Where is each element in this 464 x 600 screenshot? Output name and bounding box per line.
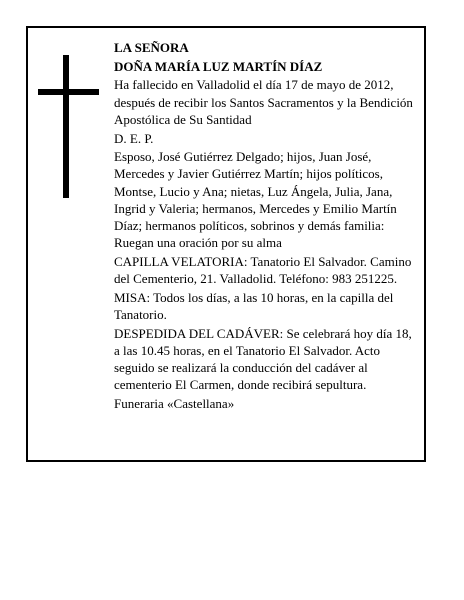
- deceased-name: DOÑA MARÍA LUZ MARTÍN DÍAZ: [114, 58, 323, 74]
- farewell-info: DESPEDIDA DEL CADÁVER: Se celebrará hoy día 18, a las 10.45 horas, en el Tanatorio El Salvador. Acto seguido se realizará la conducción del cadáver al cementerio El Carmen, donde recibirá sepultura.: [114, 325, 412, 393]
- cross-vertical-bar: [63, 55, 69, 198]
- family-list: Esposo, José Gutiérrez Delgado; hijos, Juan José, Mercedes y Javier Gutiérrez Martín; hijos políticos, Montse, Lucio y Ana; nietas, Luz Ángela, Julia, Jana, Ingrid y Valeria; hermanos, Mercedes y Emilio Martín Díaz; hermanos políticos, sobrinos y demás familia: Ruegan una oración por su alma: [114, 149, 397, 251]
- mass-info: MISA: Todos los días, a las 10 horas, en la capilla del Tanatorio.: [114, 289, 394, 323]
- notice-title: LA SEÑORA: [114, 40, 189, 55]
- chapel-info: CAPILLA VELATORIA: Tanatorio El Salvador. Camino del Cementerio, 21. Valladolid. Teléfono: 983 251225.: [114, 253, 412, 287]
- cross-horizontal-bar: [38, 89, 99, 95]
- death-announcement: Ha fallecido en Valladolid el día 17 de mayo de 2012, después de recibir los Santos Sacramentos y la Bendición Apostólica de Su Santidad: [114, 77, 413, 127]
- rip-line: D. E. P.: [114, 130, 154, 146]
- obituary-notice: [26, 26, 426, 462]
- notice-text: [114, 39, 419, 414]
- cross-icon: [38, 55, 99, 198]
- funeral-home: Funeraria «Castellana»: [114, 396, 235, 412]
